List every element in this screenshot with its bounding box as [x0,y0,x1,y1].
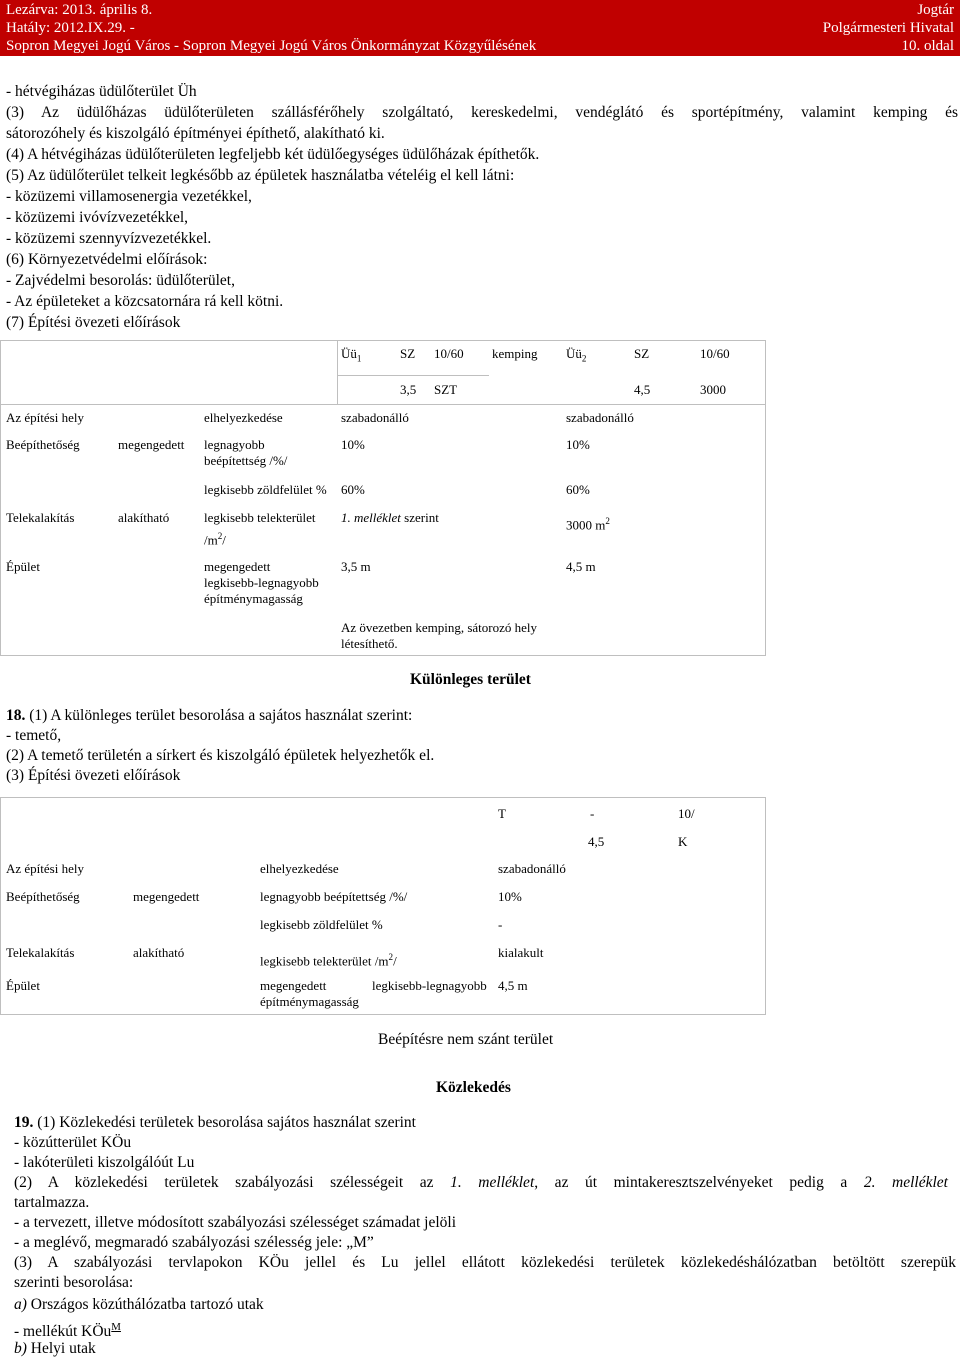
table-cell: SZ [400,346,416,361]
text-line: szerinti besorolása: [14,1274,134,1291]
table-cell: 4,5 m [498,978,528,993]
text-line: (3) A szabályozási tervlapokon KÖu jellel és Lu jellel ellátott közlekedési területek közlekedéshálózatban betöltött szerepük [14,1254,956,1271]
table-cell: Beépíthetőség [6,889,80,904]
text-line: - közútterület KÖu [14,1134,132,1151]
paragraph-18: 18. (1) A különleges terület besorolása a sajátos használat szerint: [6,707,413,724]
table-cell: megengedett [133,889,200,904]
table-cell: elhelyezkedése [260,861,339,876]
table-cell: 10/ [678,806,695,821]
table-cell: legkisebb zöldfelület % [204,482,327,497]
table-cell: 3,5 m [341,559,371,574]
text-line: (7) Építési övezeti előírások [6,314,181,331]
table-cell: Telekalakítás [6,945,75,960]
section-heading: Különleges terület [410,671,531,688]
header-issuer: Sopron Megyei Jogú Város - Sopron Megyei Jogú Város Önkormányzat Közgyűlésének [6,38,537,54]
table-note: létesíthető. [341,636,398,651]
table-cell: legkisebb-legnagyobb [372,978,487,993]
text-line: - közüzemi szennyvízvezetékkel. [6,230,212,247]
section-heading: Beépítésre nem szánt terület [378,1031,554,1048]
table-cell: 3000 $m^2$ [566,516,610,533]
text-line: - Az épületeket a közcsatornára rá kell kötni. [6,293,284,310]
table-cell: 3,5 [400,382,417,397]
text-line: (4) A hétvégiházas üdülőterületen legfeljebb két üdülőegységes üdülőházak építhetők. [6,146,540,163]
header-closed-date: Lezárva: 2013. április 8. [6,2,153,18]
table-cell: T [498,806,506,821]
table-cell: legkisebb telekterület $/m^2/$ [260,952,397,969]
table-cell: legkisebb telekterület [204,510,316,525]
table-cell: - [498,917,503,932]
header-office: Polgármesteri Hivatal [822,20,954,36]
text-line: (5) Az üdülőterület telkeit legkésőbb az épületek használatba vételéig el kell látni: [6,167,515,184]
table-cell: $/m^2/$ [204,531,226,548]
zone-code-uu2: $Üü_2$ [566,346,587,364]
header-right [823,1,954,55]
text-line: - hétvégiházas üdülőterület Üh [6,83,197,100]
text-line: (2) A temető területén a sírkert és kiszolgáló épületek helyezhetők el. [6,747,435,764]
text-line: - a tervezett, illetve módosított szabályozási szélességet számadat jelöli [14,1214,457,1231]
table-cell: SZT [434,382,458,397]
table-cell: - [590,806,595,821]
text-line: (3) Az üdülőházas üdülőterületen szállásférőhely szolgáltató, kereskedelmi, vendéglátó és sportépítmény, valamint kemping és [6,104,958,121]
document-header [0,0,960,56]
text-line: (3) Építési övezeti előírások [6,767,181,784]
zone-code-uu1: $Üü_1$ [341,346,362,364]
table-cell: 4,5 [634,382,651,397]
table-gridline [337,375,489,376]
table-cell: alakítható [118,510,170,525]
text-line: - Zajvédelmi besorolás: üdülőterület, [6,272,235,289]
table-cell: 10/60 [700,346,730,361]
text-line: tartalmazza. [14,1194,90,1211]
table-cell: 10% [498,889,522,904]
header-left [6,1,536,55]
table-cell: legkisebb-legnagyobb [204,575,319,590]
table-gridline [0,404,766,405]
table-cell: 60% [566,482,590,497]
header-source: Jogtár [917,2,954,18]
table-cell: alakítható [133,945,185,960]
table-cell: kemping [492,346,538,361]
text-line: - közüzemi villamosenergia vezetékkel, [6,188,252,205]
text-line: sátorozóhely és kiszolgáló építményei építhető, alakítható ki. [6,125,385,142]
text-line: - a meglévő, megmaradó szabályozási szélesség jele: „M” [14,1234,374,1251]
table-cell: elhelyezkedése [204,410,283,425]
header-effective-date: Hatály: 2012.IX.29. - [6,20,135,36]
table-cell: 60% [341,482,365,497]
table-cell: beépítettség /%/ [204,453,288,468]
table-cell: 3000 [700,382,726,397]
table-cell: szabadonálló [341,410,409,425]
table-cell: szabadonálló [498,861,566,876]
paragraph-19: 19. (1) Közlekedési területek besorolása sajátos használat szerint [14,1114,416,1131]
table-cell: Telekalakítás [6,510,75,525]
table-cell: Beépíthetőség [6,437,80,452]
table-cell: építménymagasság [260,994,359,1009]
header-page-number: 10. oldal [901,38,954,54]
text-line: b) Helyi utak [14,1340,96,1357]
table-cell: szabadonálló [566,410,634,425]
table-cell: legkisebb zöldfelület % [260,917,383,932]
text-line: - lakóterületi kiszolgálóút Lu [14,1154,195,1171]
table-cell: 10% [341,437,365,452]
table-cell: Az építési hely [6,410,84,425]
section-heading: Közlekedés [436,1079,511,1096]
table-cell: 4,5 [588,834,605,849]
table-cell: 1. melléklet szerint [341,510,439,525]
table-cell: Az építési hely [6,861,84,876]
table-cell: 10/60 [434,346,464,361]
text-line: - temető, [6,727,62,744]
text-line: - mellékút KÖu$^M$ [14,1321,121,1341]
table-cell: SZ [634,346,650,361]
text-line: (6) Környezetvédelmi előírások: [6,251,208,268]
table-cell: építménymagasság [204,591,303,606]
table-gridline [337,340,338,404]
table-cell: megengedett [118,437,185,452]
table-cell: 10% [566,437,590,452]
text-line: (2) A közlekedési területek szabályozási szélességeit az 1. melléklet, az út mintakeresztszelvényeket pedig a 2. melléklet [14,1174,948,1191]
text-line: - közüzemi ivóvízvezetékkel, [6,209,189,226]
table-cell: legnagyobb beépítettség /%/ [260,889,408,904]
table-cell: megengedett [260,978,327,993]
table-cell: 4,5 m [566,559,596,574]
table-cell: megengedett [204,559,271,574]
table-border [0,340,766,656]
table-cell: legnagyobb [204,437,265,452]
table-cell: kialakult [498,945,544,960]
table-cell: K [678,834,688,849]
table-cell: Épület [6,559,40,574]
table-note: Az övezetben kemping, sátorozó hely [341,620,538,635]
table-cell: Épület [6,978,40,993]
text-line: a) Országos közúthálózatba tartozó utak [14,1296,264,1313]
